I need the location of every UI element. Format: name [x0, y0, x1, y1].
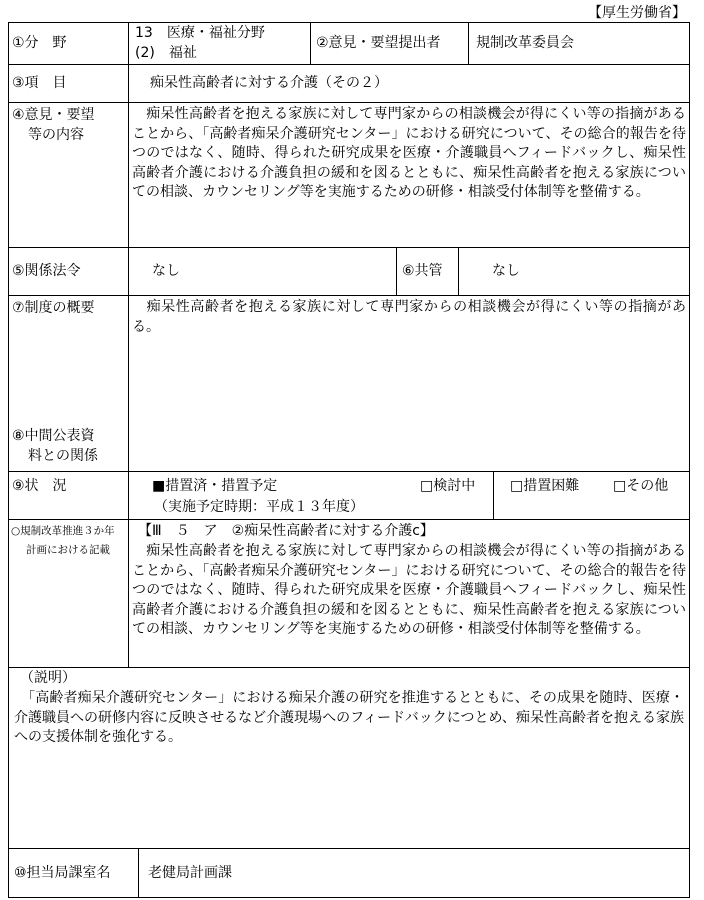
- status-schedule: （実施予定時期：平成１３年度）: [154, 499, 364, 515]
- field-value-line1: 13 医療・福祉分野: [135, 25, 265, 41]
- cell-divider: [493, 471, 494, 520]
- ministry-label: 【厚生労働省】: [588, 5, 686, 21]
- request-label-line1: ④意見・要望: [12, 107, 95, 123]
- border-left: [8, 22, 9, 898]
- law-label: ⑤関係法令: [12, 263, 81, 279]
- overview-label: ⑦制度の概要: [12, 300, 95, 316]
- row-divider: [8, 519, 690, 520]
- status-label: ⑨状 況: [12, 478, 67, 494]
- row-divider: [8, 64, 690, 65]
- item-label: ③項 目: [12, 75, 67, 91]
- border-right: [689, 22, 690, 898]
- border-top: [8, 22, 690, 23]
- form-table: [8, 22, 690, 898]
- explanation-text: 「高齢者痴呆介護研究センター」における痴呆介護の研究を推進するとともに、その成果を随時、医療・介護職員への研修内容に反映させるなど介護現場へのフィードバックにつとめ、痴呆性高齢者を抱える家族への支援体制を強化する。: [14, 690, 684, 746]
- jurisdiction-label: ⑥共管: [402, 263, 443, 279]
- item-value: 痴呆性高齢者に対する介護（その２）: [150, 75, 388, 91]
- border-bottom: [8, 897, 690, 898]
- submitter-label: ②意見・要望提出者: [316, 35, 441, 51]
- row-divider: [8, 667, 690, 668]
- bureau-label: ⑩担当局課室名: [14, 865, 111, 881]
- bureau-value: 老健局計画課: [148, 865, 232, 881]
- request-label-line2: 等の内容: [28, 127, 84, 143]
- status-option-other: □その他: [613, 478, 669, 494]
- request-text: 痴呆性高齢者を抱える家族に対して専門家からの相談機会が得にくい等の指摘があることから、「高齢者痴呆介護研究センター」における研究について、その総合的報告を待つのではなく、随時、得られた研究成果を医療・介護職員へフィードバックし、痴呆性高齢者介護における介護負担の緩和を図るとともに、痴呆性高齢者を抱える家族についての相談、カウンセリング等を実施するための研修・相談受付体制等を整備する。: [132, 106, 686, 201]
- row-divider: [8, 102, 690, 103]
- explanation-heading: （説明）: [20, 670, 76, 686]
- cell-divider: [458, 247, 459, 296]
- plan-label-line2: 計画における記載: [26, 544, 110, 556]
- label-column-divider: [128, 22, 129, 668]
- plan-heading: 【Ⅲ ５ ア ②痴呆性高齢者に対する介護c】: [138, 523, 434, 539]
- status-option-review: □検討中: [420, 478, 476, 494]
- interim-label-line1: ⑧中間公表資: [12, 428, 95, 444]
- cell-divider: [310, 22, 311, 65]
- overview-text: 痴呆性高齢者を抱える家族に対して専門家からの相談機会が得にくい等の指摘がある。: [132, 299, 686, 335]
- status-option-done: ■措置済・措置予定: [152, 478, 278, 494]
- field-label: ①分 野: [12, 35, 67, 51]
- row-divider: [8, 247, 690, 248]
- status-option-difficult: □措置困難: [510, 478, 580, 494]
- submitter-value: 規制改革委員会: [476, 35, 574, 51]
- law-value: なし: [152, 263, 180, 279]
- label-column-divider: [138, 848, 139, 898]
- row-divider: [8, 848, 690, 849]
- row-divider: [8, 471, 690, 472]
- plan-label-line1: ○規制改革推進３か年: [11, 525, 115, 537]
- row-divider: [8, 295, 690, 296]
- field-value-line2: (2) 福祉: [135, 45, 197, 61]
- cell-divider: [468, 22, 469, 65]
- cell-divider: [396, 247, 397, 296]
- plan-text: 痴呆性高齢者を抱える家族に対して専門家からの相談機会が得にくい等の指摘があることから、「高齢者痴呆介護研究センター」における研究について、その総合的報告を待つのではなく、随時、得られた研究成果を医療・介護職員へフィードバックし、痴呆性高齢者介護における介護負担の緩和を図るとともに、痴呆性高齢者を抱える家族についての相談、カウンセリング等を実施するための研修・相談受付体制等を整備する。: [132, 543, 686, 638]
- jurisdiction-value: なし: [492, 263, 520, 279]
- interim-label-line2: 料との関係: [28, 448, 98, 464]
